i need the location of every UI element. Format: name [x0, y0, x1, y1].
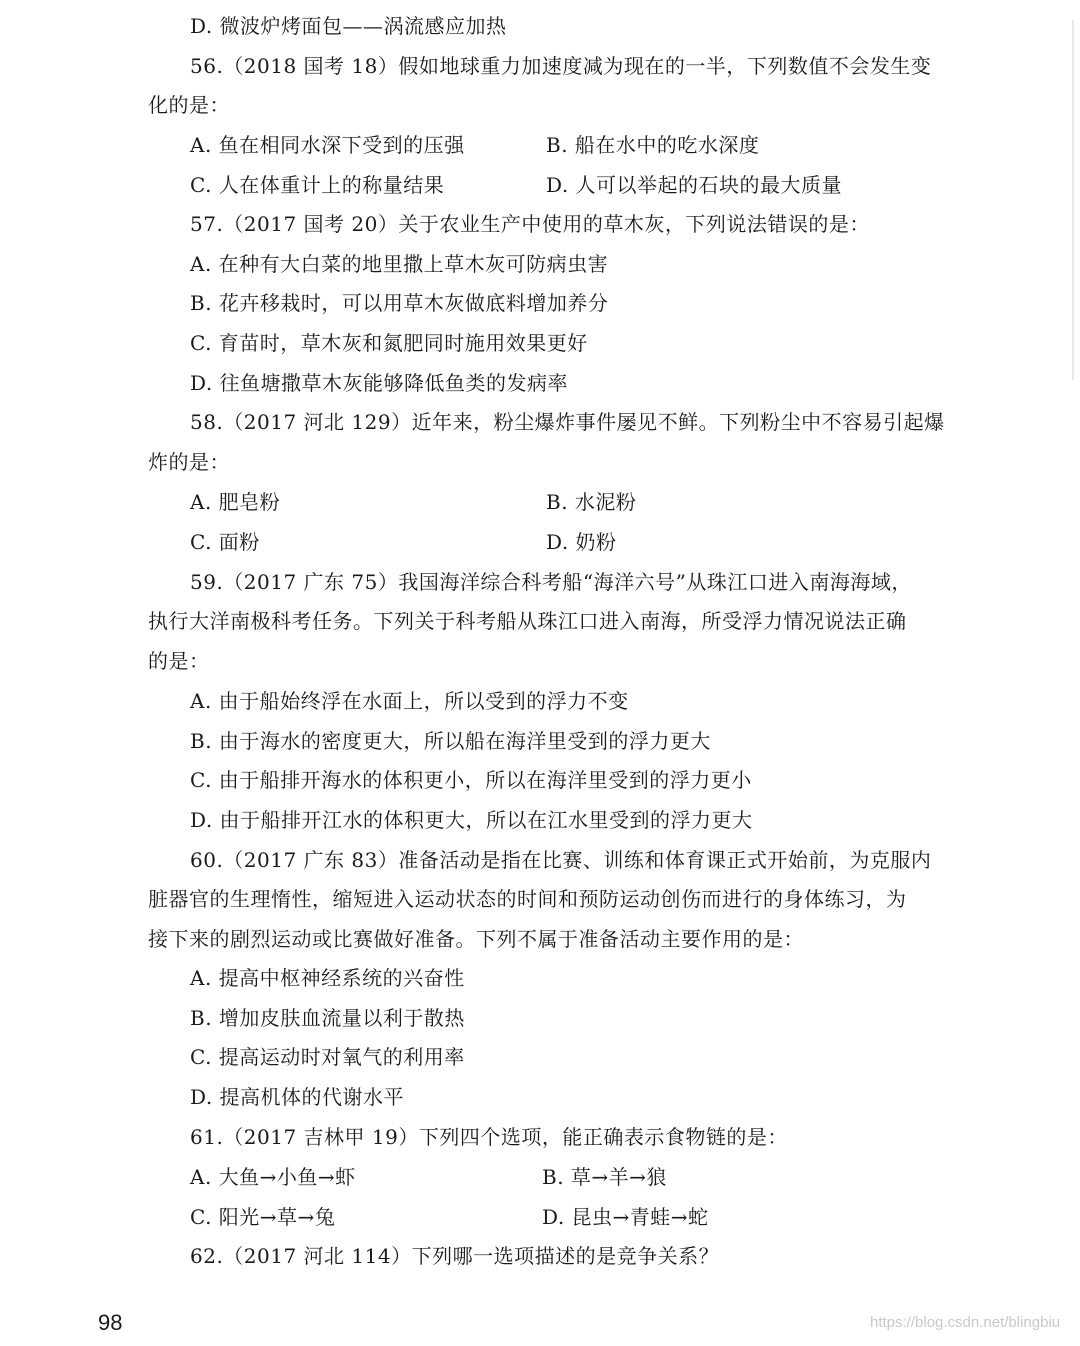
q57-stem: 57.（2017 国考 20）关于农业生产中使用的草木灰，下列说法错误的是： [190, 212, 870, 236]
q60-option-a: A. 提高中枢神经系统的兴奋性 [190, 966, 465, 990]
q56-option-c: C. 人在体重计上的称量结果 [190, 173, 445, 197]
q59-option-d: D. 由于船排开江水的体积更大，所以在江水里受到的浮力更大 [190, 808, 753, 832]
q59-stem-cont-2: 的是： [148, 649, 210, 673]
q59-stem-cont-1: 执行大洋南极科考任务。下列关于科考船从珠江口进入南海，所受浮力情况说法正确 [148, 609, 907, 633]
q58-stem: 58.（2017 河北 129）近年来，粉尘爆炸事件屡见不鲜。下列粉尘中不容易引起爆 [190, 410, 945, 434]
q58-option-a: A. 肥皂粉 [190, 490, 281, 514]
q61-option-a: A. 大鱼→小鱼→虾 [190, 1165, 356, 1189]
q57-option-a: A. 在种有大白菜的地里撒上草木灰可防病虫害 [190, 252, 609, 276]
q61-option-d: D. 昆虫→青蛙→蛇 [542, 1205, 709, 1229]
q59-stem: 59.（2017 广东 75）我国海洋综合科考船“海洋六号”从珠江口进入南海海域， [190, 570, 912, 594]
q60-option-b: B. 增加皮肤血流量以利于散热 [190, 1006, 465, 1030]
q56-stem-cont: 化的是： [148, 93, 230, 117]
q59-option-c: C. 由于船排开海水的体积更小，所以在海洋里受到的浮力更小 [190, 768, 752, 792]
watermark-url: https://blog.csdn.net/blingbiu [870, 1314, 1061, 1331]
q57-option-b: B. 花卉移栽时，可以用草木灰做底料增加养分 [190, 291, 609, 315]
page-number: 98 [98, 1310, 123, 1335]
q60-stem-cont-2: 接下来的剧烈运动或比赛做好准备。下列不属于准备活动主要作用的是： [148, 927, 804, 951]
q60-option-c: C. 提高运动时对氧气的利用率 [190, 1045, 465, 1069]
q57-option-c: C. 育苗时，草木灰和氮肥同时施用效果更好 [190, 331, 588, 355]
q56-option-a: A. 鱼在相同水深下受到的压强 [190, 133, 465, 157]
q58-option-d: D. 奶粉 [546, 530, 617, 554]
q61-stem: 61.（2017 吉林甲 19）下列四个选项，能正确表示食物链的是： [190, 1125, 788, 1149]
q56-option-d: D. 人可以举起的石块的最大质量 [546, 173, 843, 197]
q60-option-d: D. 提高机体的代谢水平 [190, 1085, 405, 1109]
q56-option-b: B. 船在水中的吃水深度 [546, 133, 760, 157]
q59-option-b: B. 由于海水的密度更大，所以船在海洋里受到的浮力更大 [190, 729, 711, 753]
q56-stem: 56.（2018 国考 18）假如地球重力加速度减为现在的一半，下列数值不会发生变 [190, 54, 932, 78]
q62-stem: 62.（2017 河北 114）下列哪一选项描述的是竞争关系？ [190, 1244, 720, 1268]
q60-stem-cont-1: 脏器官的生理惰性，缩短进入运动状态的时间和预防运动创伤而进行的身体练习，为 [148, 887, 907, 911]
q61-option-c: C. 阳光→草→兔 [190, 1205, 336, 1229]
q57-option-d: D. 往鱼塘撒草木灰能够降低鱼类的发病率 [190, 371, 569, 395]
q55-option-d: D. 微波炉烤面包——涡流感应加热 [190, 14, 507, 38]
q58-option-b: B. 水泥粉 [546, 490, 637, 514]
q59-option-a: A. 由于船始终浮在水面上，所以受到的浮力不变 [190, 689, 629, 713]
q58-stem-cont: 炸的是： [148, 450, 230, 474]
scan-edge-shadow [1072, 20, 1074, 380]
q58-option-c: C. 面粉 [190, 530, 260, 554]
q61-option-b: B. 草→羊→狼 [542, 1165, 667, 1189]
q60-stem: 60.（2017 广东 83）准备活动是指在比赛、训练和体育课正式开始前，为克服内 [190, 848, 932, 872]
